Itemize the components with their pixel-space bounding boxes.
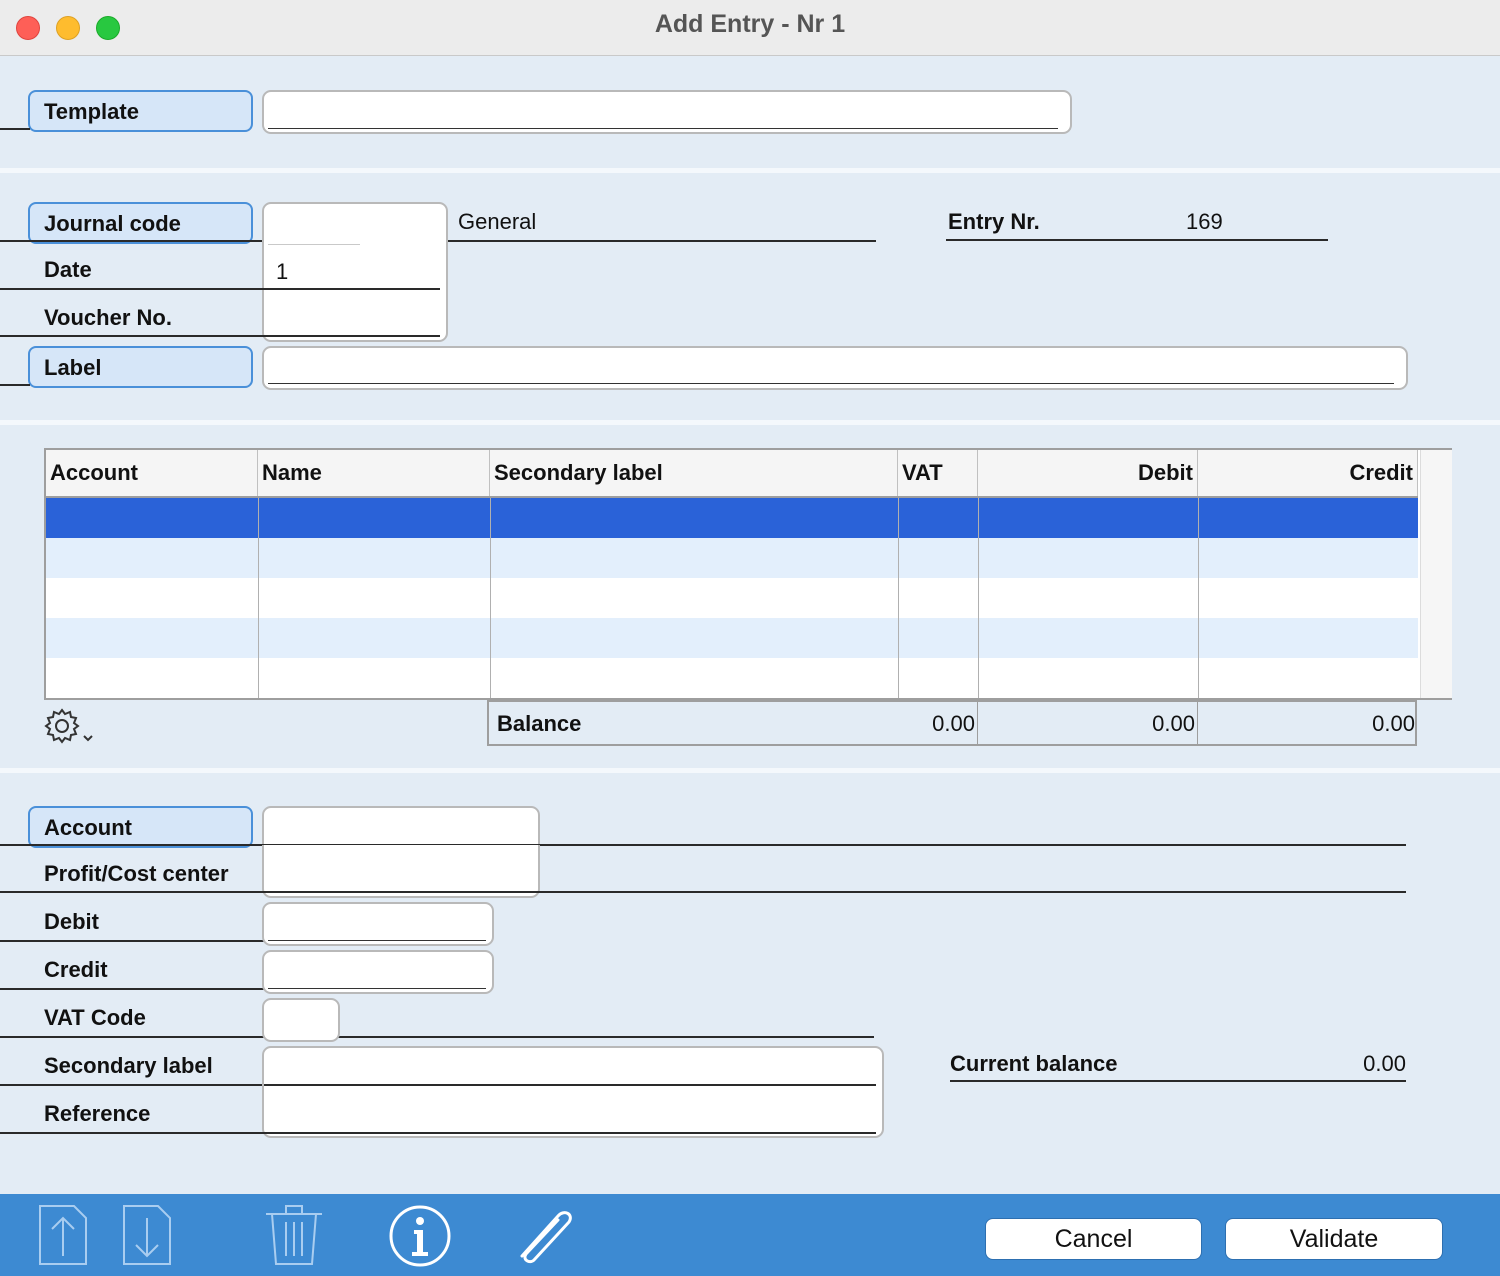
entries-table[interactable] [44, 448, 1452, 700]
account-underline [0, 844, 1406, 846]
column-divider [898, 498, 899, 698]
table-scrollbar[interactable] [1420, 450, 1452, 698]
balance-debit-value: 0.00 [1152, 711, 1195, 736]
balance-credit-value: 0.00 [1372, 711, 1415, 736]
reference-underline [0, 1132, 264, 1134]
window-title: Add Entry - Nr 1 [654, 10, 846, 38]
profit-center-label: Profit/Cost center [44, 861, 229, 886]
table-row[interactable] [46, 538, 1418, 578]
section-separator [0, 420, 1500, 425]
trash-icon[interactable] [264, 1204, 324, 1271]
voucher-label: Voucher No. [44, 305, 172, 330]
profit-center-underline [0, 891, 1406, 893]
column-header-vat[interactable]: VAT [898, 450, 978, 496]
current-balance-underline [950, 1080, 1406, 1082]
current-balance-value: 0.00 [1363, 1051, 1406, 1076]
table-row[interactable] [46, 618, 1418, 658]
info-icon[interactable] [388, 1204, 452, 1273]
entry-label-label[interactable]: Label [28, 346, 253, 388]
template-label[interactable]: Template [28, 90, 253, 132]
section-separator [0, 768, 1500, 773]
entry-nr-underline [946, 239, 1328, 241]
secondary-label-input-line [264, 1084, 876, 1086]
reference-label: Reference [44, 1101, 151, 1126]
column-header-credit[interactable]: Credit [1198, 450, 1418, 496]
column-header-debit[interactable]: Debit [978, 450, 1198, 496]
journal-code-label[interactable]: Journal code [28, 202, 253, 244]
credit-input-line [268, 988, 486, 989]
move-down-icon[interactable] [122, 1204, 172, 1271]
entry-nr-label: Entry Nr. [948, 209, 1040, 234]
move-up-icon[interactable] [38, 1204, 88, 1271]
account-label[interactable]: Account [28, 806, 253, 848]
paperclip-icon[interactable] [514, 1206, 578, 1269]
template-underline [0, 128, 30, 130]
gear-icon[interactable] [44, 708, 94, 746]
credit-label: Credit [44, 957, 108, 982]
date-underline [0, 288, 440, 290]
vat-code-input[interactable] [262, 998, 340, 1042]
column-header-account[interactable]: Account [46, 450, 258, 496]
balance-divider [977, 702, 978, 744]
column-divider [490, 498, 491, 698]
balance-row [487, 700, 1417, 746]
entry-label-input-line [268, 383, 1394, 384]
table-row[interactable] [46, 658, 1418, 698]
column-header-name[interactable]: Name [258, 450, 490, 496]
title-bar [0, 0, 1500, 56]
debit-input-line [268, 940, 486, 941]
journal-name: General [458, 209, 537, 234]
column-divider [258, 498, 259, 698]
secondary-label-input[interactable] [262, 1046, 884, 1138]
column-divider [1198, 498, 1199, 698]
table-row[interactable] [46, 578, 1418, 618]
reference-input-line [264, 1132, 876, 1134]
journal-code-input-line [268, 244, 360, 245]
column-header-secondary-label[interactable]: Secondary label [490, 450, 898, 496]
credit-underline [0, 988, 264, 990]
balance-label: Balance [497, 711, 582, 736]
validate-button[interactable]: Validate [1225, 1218, 1443, 1260]
account-field-divider [262, 844, 540, 845]
debit-underline [0, 940, 264, 942]
table-row-selected[interactable] [46, 498, 1418, 538]
section-separator [0, 168, 1500, 173]
voucher-underline [0, 335, 440, 337]
entry-label-underline [0, 384, 30, 386]
table-header [46, 450, 1418, 498]
vat-code-underline [0, 1036, 874, 1038]
secondary-label-label: Secondary label [44, 1053, 213, 1078]
account-input[interactable] [262, 806, 540, 898]
cancel-button[interactable]: Cancel [985, 1218, 1202, 1260]
secondary-label-underline [0, 1084, 264, 1086]
date-label: Date [44, 257, 92, 282]
current-balance-label: Current balance [950, 1051, 1118, 1076]
vat-code-label: VAT Code [44, 1005, 146, 1030]
bottom-toolbar [0, 1194, 1500, 1276]
entry-nr-value: 169 [1186, 209, 1223, 234]
balance-divider [1197, 702, 1198, 744]
debit-label: Debit [44, 909, 99, 934]
balance-vat-value: 0.00 [932, 711, 975, 736]
template-input-line [268, 128, 1058, 129]
journal-code-input[interactable] [262, 202, 448, 342]
column-divider [978, 498, 979, 698]
